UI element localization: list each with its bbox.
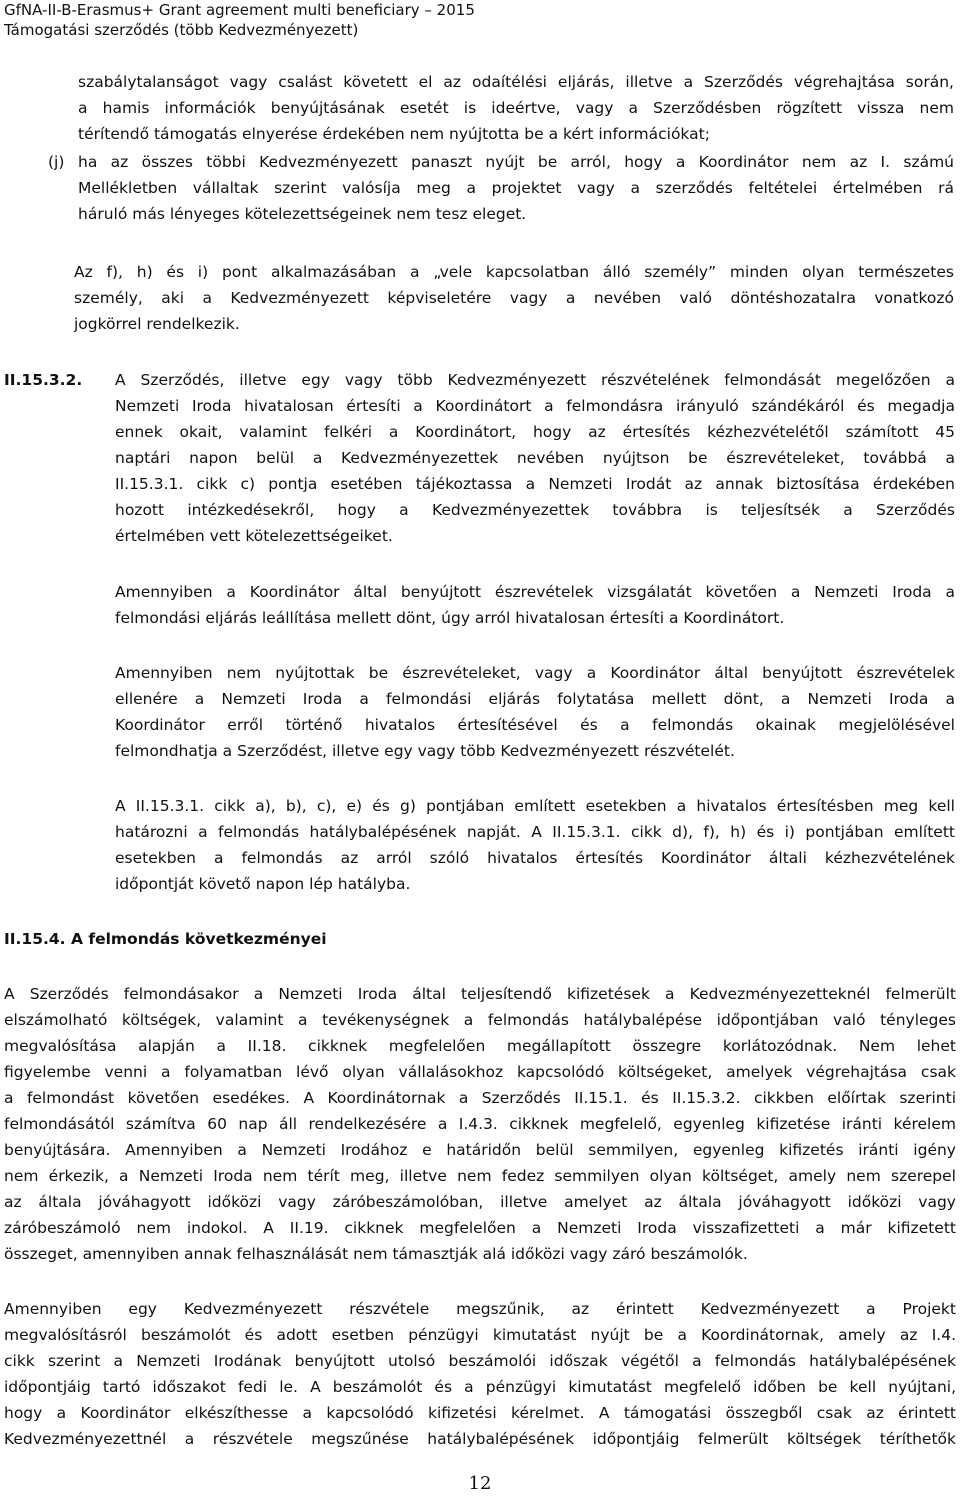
section-paragraph-line: időpontját követő napon lép hatályba. [115, 875, 411, 893]
body-paragraph-line: a felmondást követően esedékes. A Koordinátornak a Szerződés II.15.1. és II.15.3.2. cikkben előírtak szerinti [4, 1089, 956, 1107]
section-paragraph-line: hozott intézkedésekről, hogy a Kedvezményezettek továbbra is teljesítsék a Szerződés [115, 501, 955, 519]
page-number: 12 [468, 1473, 492, 1494]
section-paragraph-line: Koordinátor erről történő hivatalos értesítésével és a felmondás okainak megjelölésével [115, 716, 955, 734]
az-f-line: Az f), h) és i) pont alkalmazásában a „vele kapcsolatban álló személy” minden olyan természetes [74, 263, 954, 281]
section-paragraph-line: Amennyiben a Koordinátor által benyújtott észrevételek vizsgálatát követően a Nemzeti Iroda a [115, 583, 955, 601]
section-paragraph-line: Amennyiben nem nyújtottak be észrevételeket, vagy a Koordinátor által benyújtott észrevételek [115, 664, 955, 682]
body-paragraph-line: elszámolható költségek, valamint a tevékenységnek a felmondás hatálybalépése időpontjában való tényleges [4, 1011, 956, 1029]
item-j-line: ha az összes többi Kedvezményezett panaszt nyújt be arról, hogy a Koordinátor nem az I. számú [78, 153, 954, 171]
body-paragraph-line: összeget, amennyiben annak felhasználását nem támasztják alá időközi vagy záró beszámolók. [4, 1245, 748, 1263]
body-paragraph-line: A Szerződés felmondásakor a Nemzeti Iroda által teljesítendő kifizetések a Kedvezményezetteknél felmerült [4, 985, 956, 1003]
item-continuation-line: a hamis információk benyújtásának esetét is ideértve, vagy a Szerződésben rögzített vissza nem [78, 99, 954, 117]
body-paragraph-line: benyújtására. Amennyiben a Nemzeti Irodához e határidőn belül semmilyen, egyenleg kifizetés iránti igény [4, 1141, 956, 1159]
body-paragraph-line: hogy a Koordinátor elkészíthesse a kapcsolódó kifizetési kérelmet. A támogatási összegből csak az érintett [4, 1404, 956, 1422]
section-paragraph-line: értelmében vett kötelezettségeiket. [115, 527, 393, 545]
body-paragraph-line: záróbeszámoló nem indokol. A II.19. cikknek megfelelően a Nemzeti Iroda visszafizetteti a már kifizetett [4, 1219, 956, 1237]
section-paragraph-line: felmondási eljárás leállítása mellett dönt, úgy arról hivatalosan értesíti a Koordinátort. [115, 609, 785, 627]
body-paragraph-line: megvalósításról beszámolót és adott esetben pénzügyi kimutatást nyújt be a Koordinátornak, amely az I.4. [4, 1326, 956, 1344]
item-continuation-line: térítendő támogatás elnyerése érdekében nem nyújtotta be a kért információkat; [78, 125, 710, 143]
section-paragraph-line: felmondhatja a Szerződést, illetve egy vagy több Kedvezményezett részvételét. [115, 742, 735, 760]
section-paragraph-line: naptári napon belül a Kedvezményezettek nevében nyújtson be észrevételeket, továbbá a [115, 449, 955, 467]
section-paragraph-line: A Szerződés, illetve egy vagy több Kedvezményezett részvételének felmondását megelőzően a [115, 371, 955, 389]
item-j-line: Mellékletben vállaltak szerint valósíja meg a projektet vagy a szerződés feltételei értelmében rá [78, 179, 954, 197]
body-paragraph-line: Kedvezményezettnél a részvétele megszűnése hatálybalépésének időpontjáig felmerült költségek téríthetők [4, 1430, 956, 1448]
item-j-line: háruló más lényeges kötelezettségeinek nem tesz eleget. [78, 205, 527, 223]
body-paragraph-line: időpontjáig tartó időszakot fedi le. A beszámolót és a pénzügyi kimutatást megfelelő időben be kell nyújtani, [4, 1378, 956, 1396]
body-paragraph-line: megvalósítása alapján a II.18. cikknek megfelelően megállapított összegre korlátozódnak. Nem lehet [4, 1037, 956, 1055]
section-number: II.15.3.2. [4, 371, 83, 389]
body-paragraph-line: figyelembe venni a folyamatban lévő olyan vállalásokhoz kapcsolódó költségeket, amelyek végrehajtása csak [4, 1063, 956, 1081]
az-f-line: személy, aki a Kedvezményezett képviseletére vagy a nevében való döntéshozatalra vonatkozó [74, 289, 954, 307]
body-paragraph-line: felmondásától számítva 60 nap áll rendelkezésére a I.4.3. cikknek megfelelő, egyenleg kifizetése iránti kérelem [4, 1115, 956, 1133]
section-paragraph-line: Nemzeti Iroda hivatalosan értesíti a Koordinátort a felmondásra irányuló szándékáról és megadja [115, 397, 955, 415]
section-heading: II.15.4. A felmondás következményei [4, 930, 327, 948]
az-f-line: jogkörrel rendelkezik. [74, 315, 240, 333]
header-line-2: Támogatási szerződés (több Kedvezményezett) [4, 21, 359, 39]
section-paragraph-line: ennek okait, valamint felkéri a Koordinátort, hogy az értesítés kézhezvételétől számított 45 [115, 423, 955, 441]
section-paragraph-line: II.15.3.1. cikk c) pontja esetében tájékoztassa a Nemzeti Irodát az annak biztosítása érdekében [115, 475, 955, 493]
item-continuation-line: szabálytalanságot vagy csalást követett el az odaítélési eljárás, illetve a Szerződés végrehajtása során, [78, 73, 954, 91]
section-paragraph-line: esetekben a felmondás az arról szóló hivatalos értesítés Koordinátor általi kézhezvételének [115, 849, 955, 867]
body-paragraph-line: Amennyiben egy Kedvezményezett részvétele megszűnik, az érintett Kedvezményezett a Projekt [4, 1300, 956, 1318]
body-paragraph-line: cikk szerint a Nemzeti Irodának benyújtott utolsó beszámolói időszak végétől a felmondás hatálybalépésének [4, 1352, 956, 1370]
body-paragraph-line: nem érkezik, a Nemzeti Iroda nem térít meg, illetve nem fedez semmilyen olyan költséget, amely nem szerepel [4, 1167, 956, 1185]
section-paragraph-line: határozni a felmondás hatálybalépésének napját. A II.15.3.1. cikk d), f), h) és i) pontjában említett [115, 823, 955, 841]
section-paragraph-line: A II.15.3.1. cikk a), b), c), e) és g) pontjában említett esetekben a hivatalos értesítésben meg kell [115, 797, 955, 815]
item-j-label: (j) [48, 153, 65, 171]
body-paragraph-line: az általa jóváhagyott időközi vagy záróbeszámolóban, illetve amelyet az általa jóváhagyott időközi vagy [4, 1193, 956, 1211]
header-line-1: GfNA-II-B-Erasmus+ Grant agreement multi beneficiary – 2015 [4, 1, 475, 19]
section-paragraph-line: ellenére a Nemzeti Iroda a felmondási eljárás folytatása mellett dönt, a Nemzeti Iroda a [115, 690, 955, 708]
